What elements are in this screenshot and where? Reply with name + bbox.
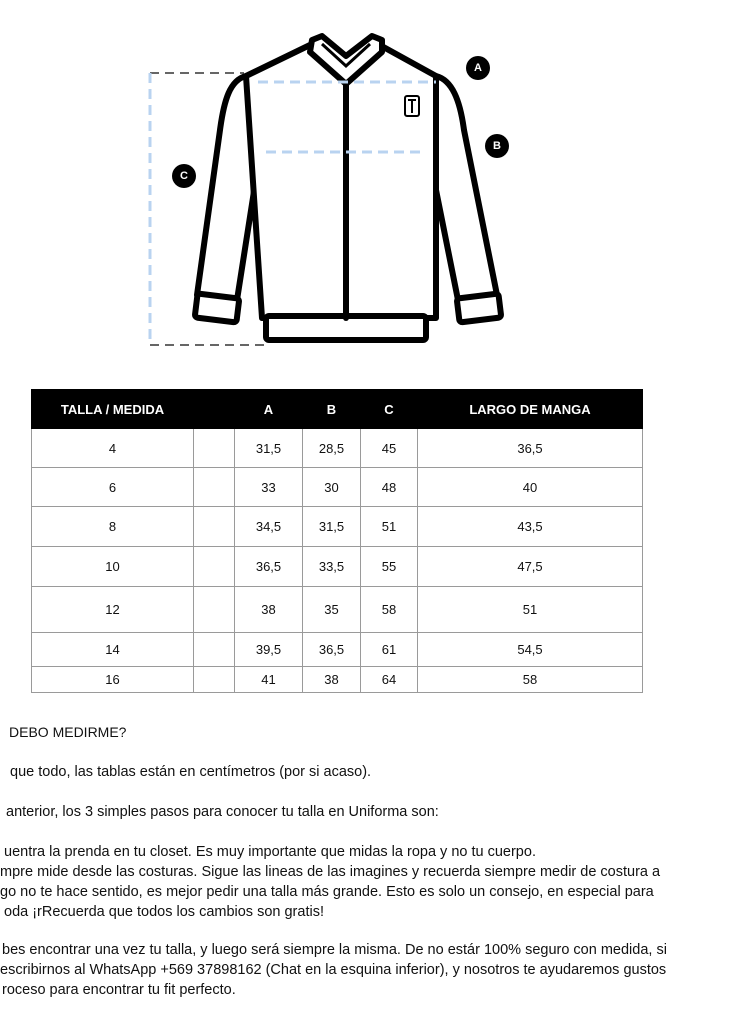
cell-talla: 4 — [32, 429, 194, 468]
cell-blank — [194, 429, 235, 468]
text-line: escribirnos al WhatsApp +569 37898162 (Chat en la esquina inferior), y nosotros te ayudaremos gustos — [0, 962, 667, 978]
cell-largo-manga: 40 — [418, 468, 643, 507]
cell-largo-manga: 58 — [418, 667, 643, 693]
instructions-paragraph-1: que todo, las tablas están en centímetros (por si acaso). — [10, 764, 372, 780]
cell-b: 35 — [303, 587, 361, 633]
table-row — [32, 507, 643, 547]
table-row — [32, 667, 643, 693]
cell-largo-manga: 43,5 — [418, 507, 643, 547]
cell-largo-manga: 36,5 — [418, 429, 643, 468]
cell-b: 36,5 — [303, 633, 361, 667]
cell-talla: 8 — [32, 507, 194, 547]
header-b: B — [303, 390, 361, 429]
text-line: roceso para encontrar tu fit perfecto. — [2, 982, 236, 998]
cell-a: 31,5 — [235, 429, 303, 468]
cell-a: 39,5 — [235, 633, 303, 667]
cell-a: 38 — [235, 587, 303, 633]
marker-b: B — [485, 134, 509, 158]
cell-c: 51 — [361, 507, 418, 547]
header-c: C — [361, 390, 418, 429]
cell-talla: 10 — [32, 547, 194, 587]
cell-c: 48 — [361, 468, 418, 507]
cell-c: 61 — [361, 633, 418, 667]
instructions-paragraph-3 — [0, 842, 748, 922]
header-a: A — [235, 390, 303, 429]
cell-blank — [194, 547, 235, 587]
text-line: bes encontrar una vez tu talla, y luego será siempre la misma. De no estár 100% seguro con medida, si — [2, 942, 667, 958]
cell-largo-manga: 47,5 — [418, 547, 643, 587]
header-largo-manga: LARGO DE MANGA — [418, 390, 643, 429]
cell-b: 38 — [303, 667, 361, 693]
text-line: go no te hace sentido, es mejor pedir una talla más grande. Esto es solo un consejo, en especial para — [0, 884, 654, 900]
header-blank — [194, 390, 235, 429]
header-talla: TALLA / MEDIDA — [32, 390, 194, 429]
cell-blank — [194, 507, 235, 547]
cell-a: 36,5 — [235, 547, 303, 587]
cell-talla: 6 — [32, 468, 194, 507]
logo-icon — [405, 96, 419, 116]
cell-b: 31,5 — [303, 507, 361, 547]
marker-c: C — [172, 164, 196, 188]
text-line: uentra la prenda en tu closet. Es muy importante que midas la ropa y no tu cuerpo. — [4, 844, 536, 860]
cell-b: 30 — [303, 468, 361, 507]
cell-talla: 12 — [32, 587, 194, 633]
table-row — [32, 633, 643, 667]
table-header-row — [32, 390, 643, 429]
marker-a: A — [466, 56, 490, 80]
cell-c: 55 — [361, 547, 418, 587]
cell-talla: 16 — [32, 667, 194, 693]
size-table — [31, 389, 643, 693]
cell-blank — [194, 468, 235, 507]
cell-c: 64 — [361, 667, 418, 693]
cell-c: 58 — [361, 587, 418, 633]
cell-largo-manga: 51 — [418, 587, 643, 633]
cell-largo-manga: 54,5 — [418, 633, 643, 667]
text-line: oda ¡rRecuerda que todos los cambios son gratis! — [4, 904, 324, 920]
cell-a: 34,5 — [235, 507, 303, 547]
table-row — [32, 547, 643, 587]
cell-blank — [194, 587, 235, 633]
cell-blank — [194, 633, 235, 667]
table-row — [32, 587, 643, 633]
instructions-paragraph-2: anterior, los 3 simples pasos para conocer tu talla en Uniforma son: — [6, 804, 439, 820]
cell-a: 33 — [235, 468, 303, 507]
cell-talla: 14 — [32, 633, 194, 667]
cell-blank — [194, 667, 235, 693]
cell-c: 45 — [361, 429, 418, 468]
instructions-heading: DEBO MEDIRME? — [9, 724, 127, 740]
table-row — [32, 429, 643, 468]
cell-b: 33,5 — [303, 547, 361, 587]
text-line: mpre mide desde las costuras. Sigue las lineas de las imagines y recuerda siempre medir de costura a — [0, 864, 661, 880]
table-row — [32, 468, 643, 507]
cell-a: 41 — [235, 667, 303, 693]
instructions-paragraph-4 — [0, 940, 748, 1000]
jacket-measurement-diagram — [0, 0, 748, 360]
cell-b: 28,5 — [303, 429, 361, 468]
